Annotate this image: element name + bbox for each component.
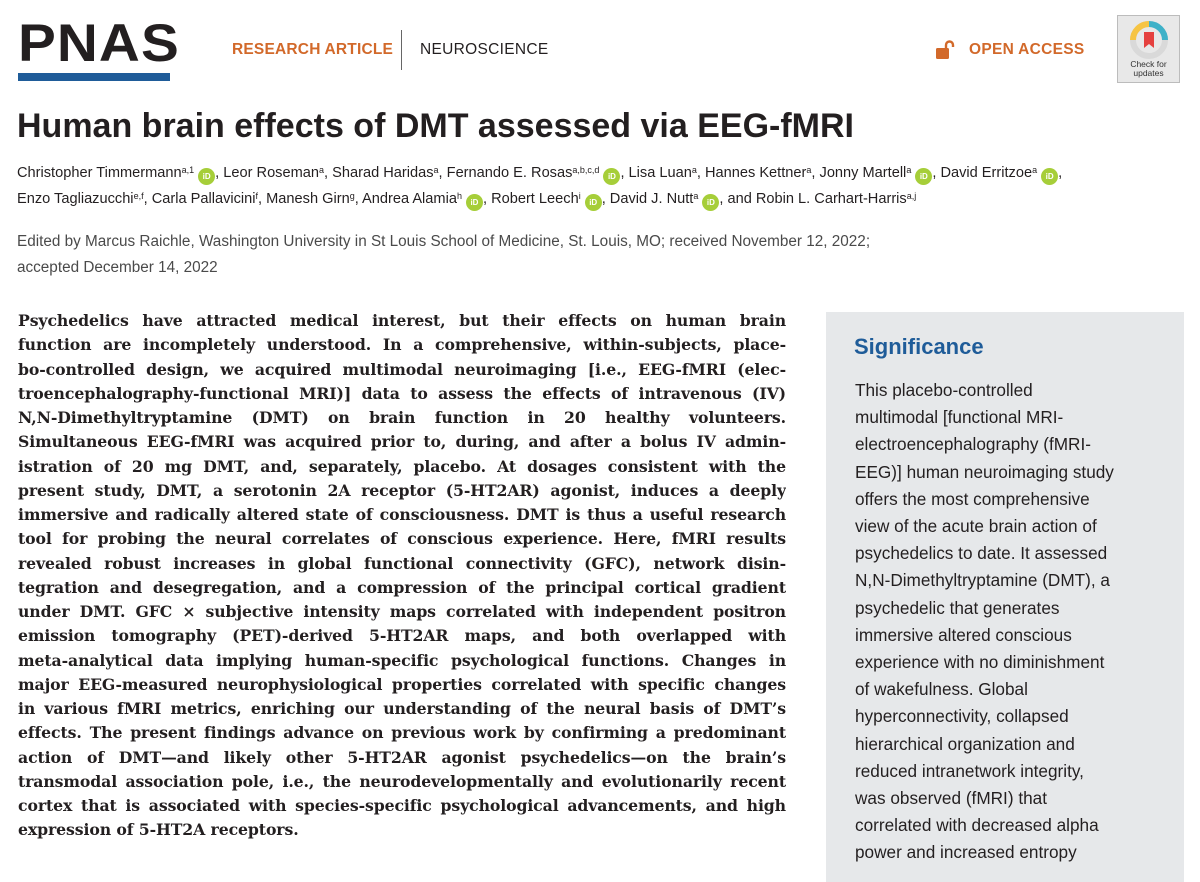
- abstract-line: major EEG-measured neurophysiological properties correlated with specific changes: [18, 674, 786, 694]
- abstract-line: meta-analytical data implying human-specific psychological functions. Changes in: [18, 650, 786, 670]
- orcid-icon[interactable]: iD: [198, 168, 215, 185]
- author-name[interactable]: Robin L. Carhart-Harris: [755, 191, 907, 207]
- significance-line: hierarchical organization and: [855, 733, 1075, 754]
- orcid-icon[interactable]: iD: [603, 168, 620, 185]
- author-affiliation: a: [693, 191, 699, 201]
- abstract-line: under DMT. GFC × subjective intensity maps correlated with independent positron: [18, 602, 786, 621]
- author-affiliation: a,1: [181, 165, 195, 175]
- editor-info: [17, 229, 997, 281]
- abstract-line: istration of 20 mg DMT, and, separately, placebo. At dosages consistent with the: [18, 456, 786, 476]
- author-name[interactable]: Sharad Haridas: [332, 165, 434, 181]
- abstract-line: in various fMRI metrics, enriching our understanding of the neural basis of DMT’s: [18, 699, 786, 718]
- author[interactable]: [266, 191, 355, 207]
- author-name[interactable]: Christopher Timmermann: [17, 165, 182, 181]
- logo-text: PNAS: [18, 14, 180, 73]
- journal-logo[interactable]: [18, 14, 180, 81]
- significance-line: was observed (fMRI) that: [855, 788, 1047, 809]
- significance-line: EEG)] human neuroimaging study: [855, 461, 1114, 482]
- abstract-line: bo-controlled design, we acquired multimodal neuroimaging [i.e., EEG-fMRI (elec-: [18, 359, 786, 379]
- significance-line: psychedelics to date. It assessed: [855, 543, 1108, 564]
- significance-line: immersive altered conscious: [855, 624, 1072, 645]
- significance-text: [855, 377, 1155, 867]
- author[interactable]: [332, 165, 438, 181]
- abstract-line: action of DMT—and likely other 5-HT2AR agonist psychedelics—on the brain’s: [18, 747, 786, 767]
- abstract-line: tegration and desegregation, and a compression of the principal cortical gradient: [18, 577, 786, 597]
- author-affiliation: a,b,c,d: [572, 165, 600, 175]
- abstract-line: effects. The present findings advance on previous work by confirming a predominant: [18, 723, 786, 743]
- article-type-label: RESEARCH ARTICLE: [232, 41, 394, 58]
- significance-line: hyperconnectivity, collapsed: [855, 706, 1069, 727]
- author[interactable]: [447, 165, 621, 181]
- orcid-icon[interactable]: iD: [466, 194, 483, 211]
- abstract-line: expression of 5-HT2A receptors.: [18, 820, 299, 840]
- significance-box: [826, 312, 1184, 882]
- abstract-line: N,N-Dimethyltryptamine (DMT) on brain function in 20 healthy volunteers.: [18, 408, 786, 427]
- significance-line: This placebo-controlled: [855, 380, 1033, 400]
- header-divider: [401, 30, 402, 70]
- author-name[interactable]: Robert Leech: [491, 191, 579, 207]
- subject-label[interactable]: NEUROSCIENCE: [420, 41, 549, 58]
- author[interactable]: [820, 165, 933, 181]
- significance-line: power and increased entropy: [855, 842, 1077, 863]
- abstract-line: troencephalography-functional MRI)] data to assess the effects of intravenous (IV): [18, 383, 786, 403]
- author-name[interactable]: Jonny Martell: [819, 165, 907, 181]
- abstract-line: transmodal association pole, i.e., the neurodevelopmentally and evolutionarily recent: [18, 771, 786, 791]
- author-name[interactable]: Manesh Girn: [266, 191, 350, 207]
- author[interactable]: [17, 165, 215, 181]
- significance-line: reduced intranetwork integrity,: [855, 760, 1084, 781]
- author[interactable]: [610, 191, 720, 207]
- orcid-icon[interactable]: iD: [915, 168, 932, 185]
- significance-heading: Significance: [854, 334, 984, 359]
- significance-line: multimodal [functional MRI-: [855, 407, 1064, 428]
- abstract-line: revealed robust increases in global functional connectivity (GFC), network disin-: [18, 553, 786, 573]
- author-affiliation: a,j: [906, 191, 917, 201]
- author-affiliation: f: [255, 191, 259, 201]
- logo-underline: [18, 73, 170, 81]
- author-name[interactable]: Lisa Luan: [628, 165, 692, 181]
- author[interactable]: [152, 191, 258, 207]
- author-affiliation: h: [456, 191, 462, 201]
- author-list: Christopher Timmermann$^{a,1}$iD , Leor Roseman$^a$, Sharad Haridas$^a$, Fernando E. Rosas$^{a,b,c,d}$iD , Lisa Luan$^a$, Hannes Kettner$^a$, Jonny Martell$^a$iD , David Erritzoe$^a$iD , Enzo Tagliazucchi$^{e,f}$, Carla Pallavicini$^f$, Manesh Girn$^g$, Andrea Alamia$^h$iD , Robert Leech$^i$iD , David J. Nutt$^a$iD , and Robin L. Carhart-Harris$^{a,j}$: [17, 160, 1187, 212]
- open-lock-icon: [935, 40, 955, 60]
- author-affiliation: a: [691, 165, 697, 175]
- author[interactable]: [756, 191, 916, 207]
- significance-line: electroencephalography (fMRI-: [855, 434, 1091, 455]
- article-title: Human brain effects of DMT assessed via EEG-fMRI: [17, 107, 854, 145]
- editor-line-2: accepted December 14, 2022: [17, 259, 218, 276]
- open-access-badge: [935, 40, 1085, 60]
- author-name[interactable]: Andrea Alamia: [362, 191, 457, 207]
- author[interactable]: [629, 165, 697, 181]
- author-name[interactable]: David Erritzoe: [940, 165, 1033, 181]
- author-name[interactable]: Carla Pallavicini: [151, 191, 256, 207]
- abstract-line: tool for probing the neural correlates of conscious experience. Here, fMRI results: [18, 529, 786, 549]
- author-affiliation: a: [433, 165, 439, 175]
- abstract: [18, 309, 786, 843]
- abstract-line: Psychedelics have attracted medical interest, but their effects on human brain: [18, 311, 786, 330]
- significance-line: offers the most comprehensive: [855, 488, 1090, 509]
- author-name[interactable]: Enzo Tagliazucchi: [17, 191, 134, 207]
- author-affiliation: a: [806, 165, 812, 175]
- abstract-line: present study, DMT, a serotonin 2A receptor (5-HT2AR) agonist, induces a deeply: [18, 480, 786, 500]
- author[interactable]: [705, 165, 811, 181]
- significance-line: psychedelic that generates: [855, 597, 1060, 618]
- orcid-icon[interactable]: iD: [585, 194, 602, 211]
- significance-line: N,N-Dimethyltryptamine (DMT), a: [855, 570, 1110, 591]
- open-access-label: OPEN ACCESS: [969, 41, 1085, 58]
- editor-line-1: Edited by Marcus Raichle, Washington University in St Louis School of Medicine, St. Louis, MO; received November 12, 2022;: [17, 233, 871, 250]
- author[interactable]: [491, 191, 602, 207]
- author[interactable]: [940, 165, 1058, 181]
- significance-line: view of the acute brain action of: [855, 516, 1097, 537]
- author-affiliation: a: [319, 165, 325, 175]
- orcid-icon[interactable]: iD: [1041, 168, 1058, 185]
- author[interactable]: [362, 191, 483, 207]
- author-affiliation: e,f: [133, 191, 144, 201]
- significance-line: of wakefulness. Global: [855, 679, 1028, 700]
- check-for-updates-button[interactable]: [1117, 15, 1180, 83]
- updates-line-1: Check for: [1130, 59, 1167, 69]
- significance-line: correlated with decreased alpha: [855, 815, 1099, 836]
- abstract-line: cortex that is associated with species-specific psychological advancements, and high: [18, 796, 786, 815]
- author-name[interactable]: Hannes Kettner: [704, 165, 807, 181]
- author-affiliation: g: [349, 191, 355, 201]
- author-name[interactable]: Leor Roseman: [223, 165, 319, 181]
- orcid-icon[interactable]: iD: [702, 194, 719, 211]
- abstract-line: function are incompletely understood. In a comprehensive, within-subjects, place-: [18, 335, 786, 355]
- updates-line-2: updates: [1133, 68, 1164, 78]
- author-affiliation: i: [578, 191, 581, 201]
- author-name[interactable]: Fernando E. Rosas: [446, 165, 573, 181]
- author-affiliation: a: [1032, 165, 1038, 175]
- abstract-line: emission tomography (PET)-derived 5-HT2AR maps, and both overlapped with: [18, 626, 786, 646]
- crossmark-icon: [1129, 20, 1169, 60]
- author[interactable]: [17, 191, 144, 207]
- significance-line: experience with no diminishment: [855, 652, 1105, 673]
- abstract-line: Simultaneous EEG-fMRI was acquired prior to, during, and after a bolus IV admin-: [18, 432, 786, 452]
- abstract-line: immersive and radically altered state of consciousness. DMT is thus a useful research: [18, 505, 786, 524]
- author-name[interactable]: David J. Nutt: [609, 191, 694, 207]
- author-affiliation: a: [906, 165, 912, 175]
- author[interactable]: [223, 165, 324, 181]
